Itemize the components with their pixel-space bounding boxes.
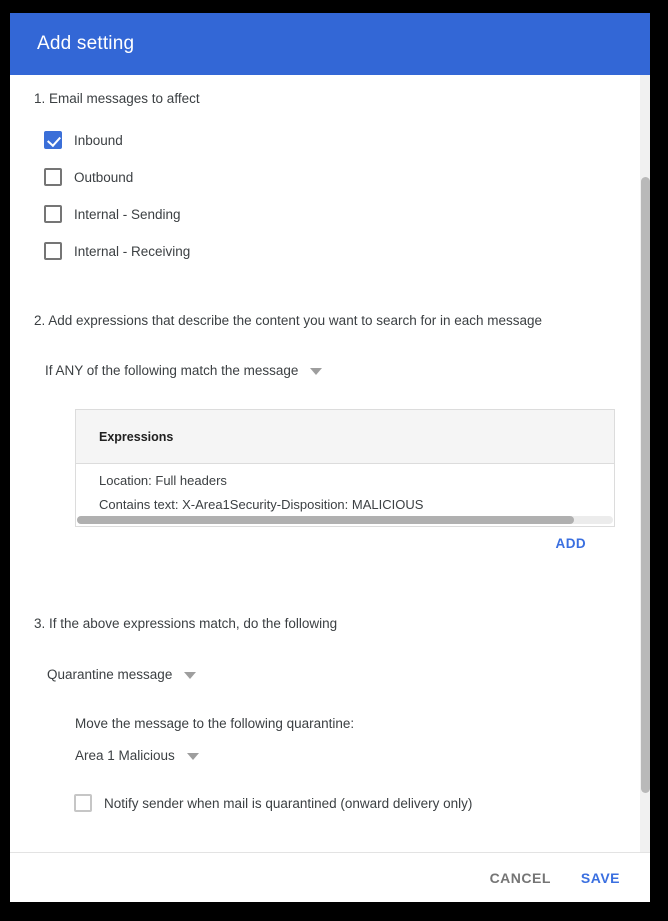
outbound-label: Outbound xyxy=(74,169,134,185)
dialog-footer xyxy=(10,852,650,902)
quarantine-dropdown[interactable] xyxy=(75,748,199,763)
section1-title: 1. Email messages to affect xyxy=(34,91,200,106)
action-dropdown[interactable] xyxy=(47,667,196,682)
expressions-header-label: Expressions xyxy=(99,429,174,444)
checkbox-row-internal-receiving[interactable] xyxy=(44,242,190,260)
expressions-table xyxy=(75,409,615,527)
expressions-table-header xyxy=(76,410,614,464)
internal-receiving-label: Internal - Receiving xyxy=(74,243,191,259)
checkbox-row-inbound[interactable] xyxy=(44,131,123,149)
quarantine-dropdown-value: Area 1 Malicious xyxy=(75,748,175,763)
notify-sender-checkbox[interactable] xyxy=(74,794,92,812)
chevron-down-icon xyxy=(187,753,199,760)
cancel-button[interactable]: CANCEL xyxy=(489,869,551,886)
section3-title: 3. If the above expressions match, do the following xyxy=(34,616,338,631)
horizontal-scrollbar-thumb[interactable] xyxy=(77,516,574,524)
match-type-value: If ANY of the following match the message xyxy=(45,363,299,378)
section2-title: 2. Add expressions that describe the content you want to search for in each message xyxy=(34,313,543,328)
action-dropdown-value: Quarantine message xyxy=(47,667,173,682)
internal-receiving-checkbox[interactable] xyxy=(44,242,62,260)
dialog-header xyxy=(10,13,650,75)
horizontal-scrollbar[interactable] xyxy=(77,516,613,524)
table-row[interactable]: Contains text: X-Area1Security-Disposition: MALICIOUS xyxy=(99,497,424,512)
checkbox-row-notify-sender[interactable] xyxy=(74,794,472,812)
vertical-scrollbar-thumb[interactable] xyxy=(641,177,650,793)
chevron-down-icon xyxy=(310,368,322,375)
add-expression-button[interactable]: ADD xyxy=(555,536,586,551)
match-type-dropdown[interactable] xyxy=(45,363,322,378)
inbound-label: Inbound xyxy=(74,132,123,148)
chevron-down-icon xyxy=(184,672,196,679)
inbound-checkbox[interactable] xyxy=(44,131,62,149)
move-quarantine-label: Move the message to the following quarantine: xyxy=(75,716,355,731)
save-button[interactable]: SAVE xyxy=(580,869,620,886)
checkbox-row-internal-sending[interactable] xyxy=(44,205,181,223)
dialog-body xyxy=(10,75,650,852)
vertical-scrollbar[interactable] xyxy=(640,75,650,852)
internal-sending-checkbox[interactable] xyxy=(44,205,62,223)
checkbox-row-outbound[interactable] xyxy=(44,168,133,186)
outbound-checkbox[interactable] xyxy=(44,168,62,186)
internal-sending-label: Internal - Sending xyxy=(74,206,181,222)
dialog-title: Add setting xyxy=(37,33,135,54)
notify-sender-label: Notify sender when mail is quarantined (onward delivery only) xyxy=(104,795,473,811)
check-icon xyxy=(47,133,61,147)
table-row[interactable]: Location: Full headers xyxy=(99,473,227,488)
add-setting-dialog xyxy=(10,13,650,902)
